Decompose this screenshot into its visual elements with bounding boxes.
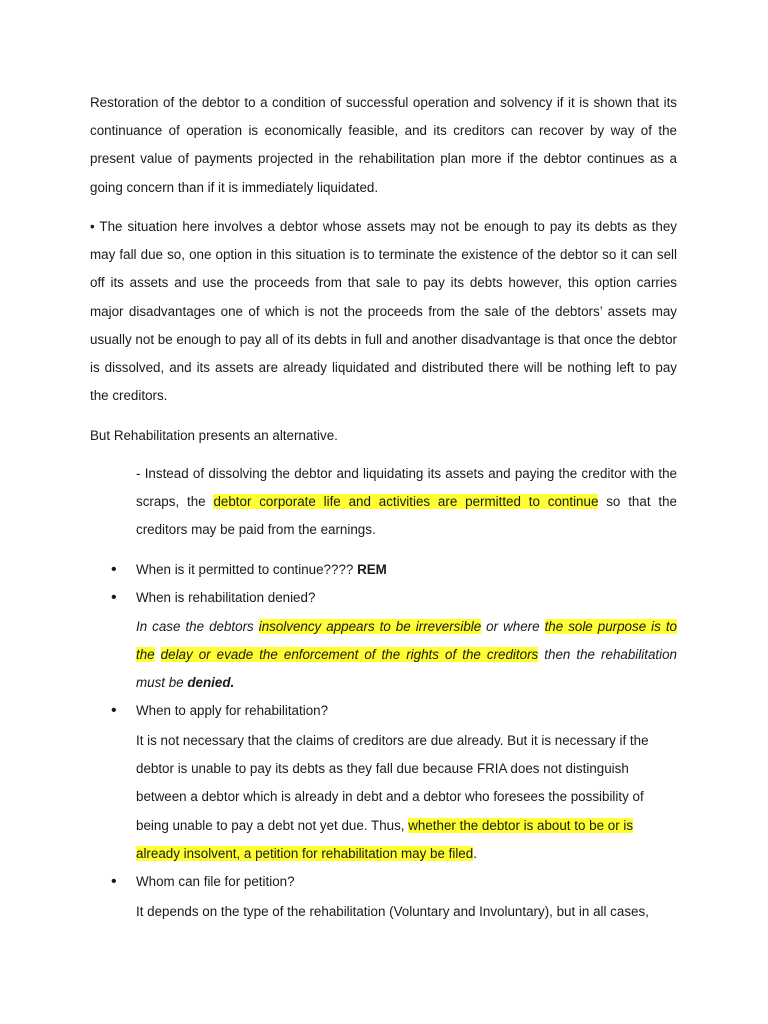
bullet-marker: • xyxy=(111,561,117,578)
bullet-marker: • xyxy=(111,873,117,890)
highlighted-text: whether the debtor is about to be or is already insolvent, a petition for rehabilitation may be filed xyxy=(136,817,634,861)
highlighted-text: debtor corporate life and activities are permitted to continue xyxy=(213,494,599,510)
question-when-permitted xyxy=(136,556,677,584)
paragraph-restoration: Restoration of the debtor to a condition of successful operation and solvency if it is shown that its continuance of operation is economically feasible, and its creditors can recover by way of the present value of payments projected in the rehabilitation plan more if the debtor continues as a going concern than if it is immediately liquidated. xyxy=(90,95,677,195)
paragraph-alternative: But Rehabilitation presents an alternative. xyxy=(90,428,338,443)
bullet-marker: • xyxy=(111,589,117,606)
text-segment: then the rehabilitation must be xyxy=(136,647,677,691)
text-segment: In case the debtors xyxy=(136,619,259,634)
paragraph-instead-of-dissolving xyxy=(136,460,677,545)
question-when-to-apply: When to apply for rehabilitation? xyxy=(136,703,329,718)
text-segment xyxy=(155,647,161,662)
rem-label: REM xyxy=(357,562,387,577)
text-segment: so that the creditors may be paid from the earnings. xyxy=(136,494,677,538)
denied-label: denied. xyxy=(187,675,235,691)
highlighted-text: insolvency appears to be irreversible xyxy=(258,619,482,634)
text-segment: or where xyxy=(481,619,545,634)
text-segment: . xyxy=(473,845,477,861)
text-segment: When is it permitted to continue???? xyxy=(136,562,358,577)
highlighted-text: delay or evade the enforcement of the rights of the creditors xyxy=(160,647,539,663)
question-when-denied: When is rehabilitation denied? xyxy=(136,590,316,605)
highlighted-text: the sole purpose is to the xyxy=(136,619,677,663)
question-whom-can-file: Whom can file for petition? xyxy=(136,874,295,889)
answer-whom-can-file: It depends on the type of the rehabilitation (Voluntary and Involuntary), but in all cases, xyxy=(136,904,649,919)
text-segment: It is not necessary that the claims of creditors are due already. But it is necessary if the debtor is unable to pay its debts as they fall due because FRIA does not distinguish between a debtor which is already in debt and a debtor who foresees the possibility of being unable to pay a debt not yet due. Thus, xyxy=(136,733,649,833)
paragraph-situation: • The situation here involves a debtor whose assets may not be enough to pay its debts as they may fall due so, one option in this situation is to terminate the existence of the debtor so it can sell off its assets and use the proceeds from that sale to pay its debts however, this option carries major disadvantages one of which is not the proceeds from the sale of the debtors’ assets may usually not be enough to pay all of its debts in full and another disadvantage is that once the debtor is dissolved, and its assets are already liquidated and distributed there will be nothing left to pay the creditors. xyxy=(90,219,677,404)
answer-when-to-apply xyxy=(136,727,677,868)
bullet-marker: • xyxy=(111,702,117,719)
text-segment: - Instead of dissolving the debtor and liquidating its assets and paying the creditor with the scraps, the xyxy=(136,466,677,510)
answer-when-denied xyxy=(136,613,677,698)
